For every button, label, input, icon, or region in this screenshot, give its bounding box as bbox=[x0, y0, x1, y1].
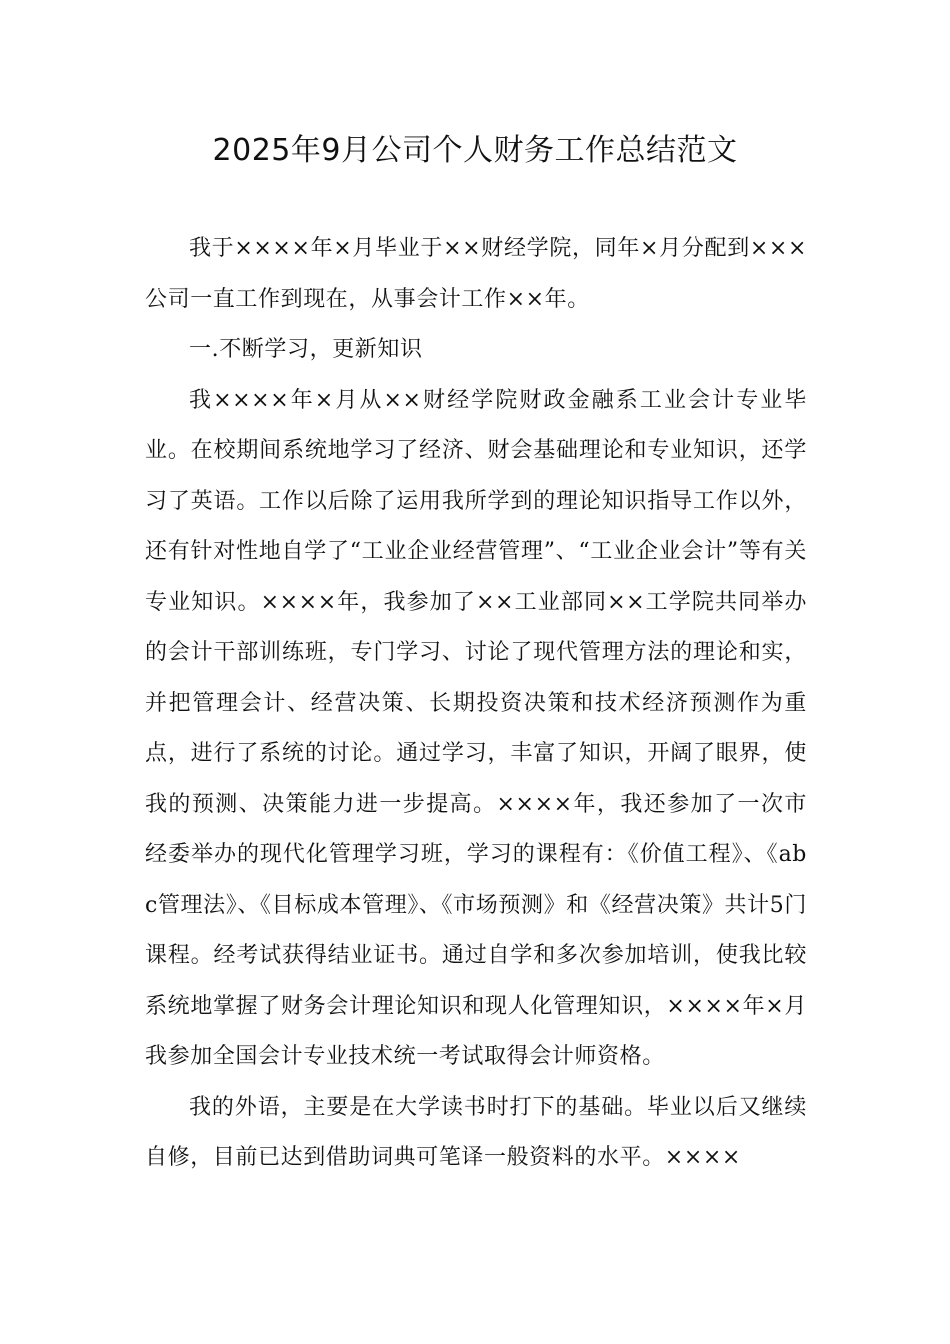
paragraph-learning: 我××××年×月从××财经学院财政金融系工业会计专业毕业。在校期间系统地学习了经济、财会基础理论和专业知识，还学习了英语。工作以后除了运用我所学到的理论知识指导工作以外，还有针对性地自学了“工业企业经营管理”、“工业企业会计”等有关专业知识。××××年，我参加了××工业部同××工学院共同举办的会计干部训练班，专门学习、讨论了现代管理方法的理论和实，并把管理会计、经营决策、长期投资决策和技术经济预测作为重点，进行了系统的讨论。通过学习，丰富了知识，开阔了眼界，使我的预测、决策能力进一步提高。××××年，我还参加了一次市经委举办的现代化管理学习班，学习的课程有：《价值工程》、《abc管理法》、《目标成本管理》、《市场预测》和《经营决策》共计5门课程。经考试获得结业证书。通过自学和多次参加培训，使我比较系统地掌握了财务会计理论知识和现人化管理知识，××××年×月我参加全国会计专业技术统一考试取得会计师资格。 bbox=[145, 387, 807, 1069]
section-heading-1: 一.不断学习，更新知识 bbox=[189, 337, 423, 362]
document-title: 2025年9月公司个人财务工作总结范文 bbox=[212, 133, 738, 168]
paragraph-intro: 我于××××年×月毕业于××财经学院，同年×月分配到×××公司一直工作到现在，从事会计工作××年。 bbox=[145, 236, 807, 312]
document-body bbox=[145, 224, 807, 1184]
paragraph-foreign-language: 我的外语，主要是在大学读书时打下的基础。毕业以后又继续自修，目前已达到借助词典可笔译一般资料的水平。×××× bbox=[145, 1094, 807, 1170]
